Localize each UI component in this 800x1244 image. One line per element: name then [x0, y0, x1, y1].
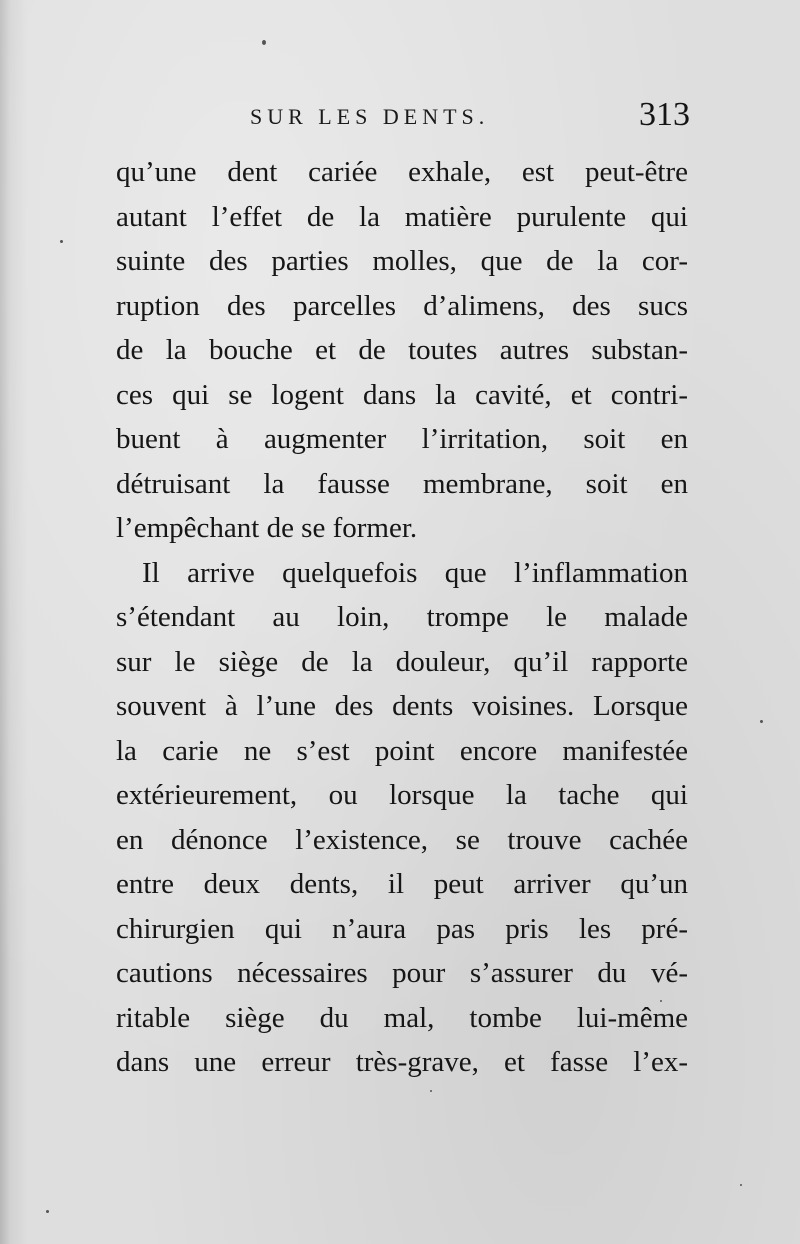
- body-text: [116, 150, 688, 1085]
- text-line: ritable siège du mal, tombe lui-même: [116, 1001, 688, 1034]
- text-line: extérieurement, ou lorsque la tache qui: [116, 779, 688, 811]
- text-line: cautions nécessaires pour s’assurer du vé-: [116, 957, 688, 989]
- text-line: autant l’effet de la matière purulente qui: [116, 200, 688, 233]
- paragraph-last-line: l’empêchant de se former.: [116, 512, 418, 544]
- text-line: buent à augmenter l’irritation, soit en: [116, 423, 688, 455]
- text-line: de la bouche et de toutes autres substan-: [116, 334, 688, 366]
- text-line: sur le siège de la douleur, qu’il rapporte: [116, 645, 688, 678]
- text-line: chirurgien qui n’aura pas pris les pré-: [116, 912, 688, 945]
- text-line: détruisant la fausse membrane, soit en: [116, 467, 688, 500]
- text-line: dans une erreur très-grave, et fasse l’ex-: [116, 1046, 688, 1078]
- page-header: [250, 96, 690, 136]
- running-head: SUR LES DENTS.: [250, 104, 490, 129]
- text-line: la carie ne s’est point encore manifestée: [116, 734, 688, 767]
- text-line: suinte des parties molles, que de la cor-: [116, 245, 688, 277]
- text-line: ruption des parcelles d’alimens, des sucs: [116, 289, 688, 322]
- text-line: en dénonce l’existence, se trouve cachée: [116, 823, 688, 856]
- text-line: s’étendant au loin, trompe le malade: [116, 601, 688, 633]
- text-line: entre deux dents, il peut arriver qu’un: [116, 868, 688, 900]
- text-line: qu’une dent cariée exhale, est peut-être: [116, 156, 688, 188]
- paragraph-first-line: Il arrive quelquefois que l’inflammation: [142, 556, 688, 589]
- text-line: ces qui se logent dans la cavité, et contri-: [116, 378, 688, 411]
- page-number: 313: [639, 96, 690, 133]
- text-line: souvent à l’une des dents voisines. Lorsque: [116, 690, 688, 722]
